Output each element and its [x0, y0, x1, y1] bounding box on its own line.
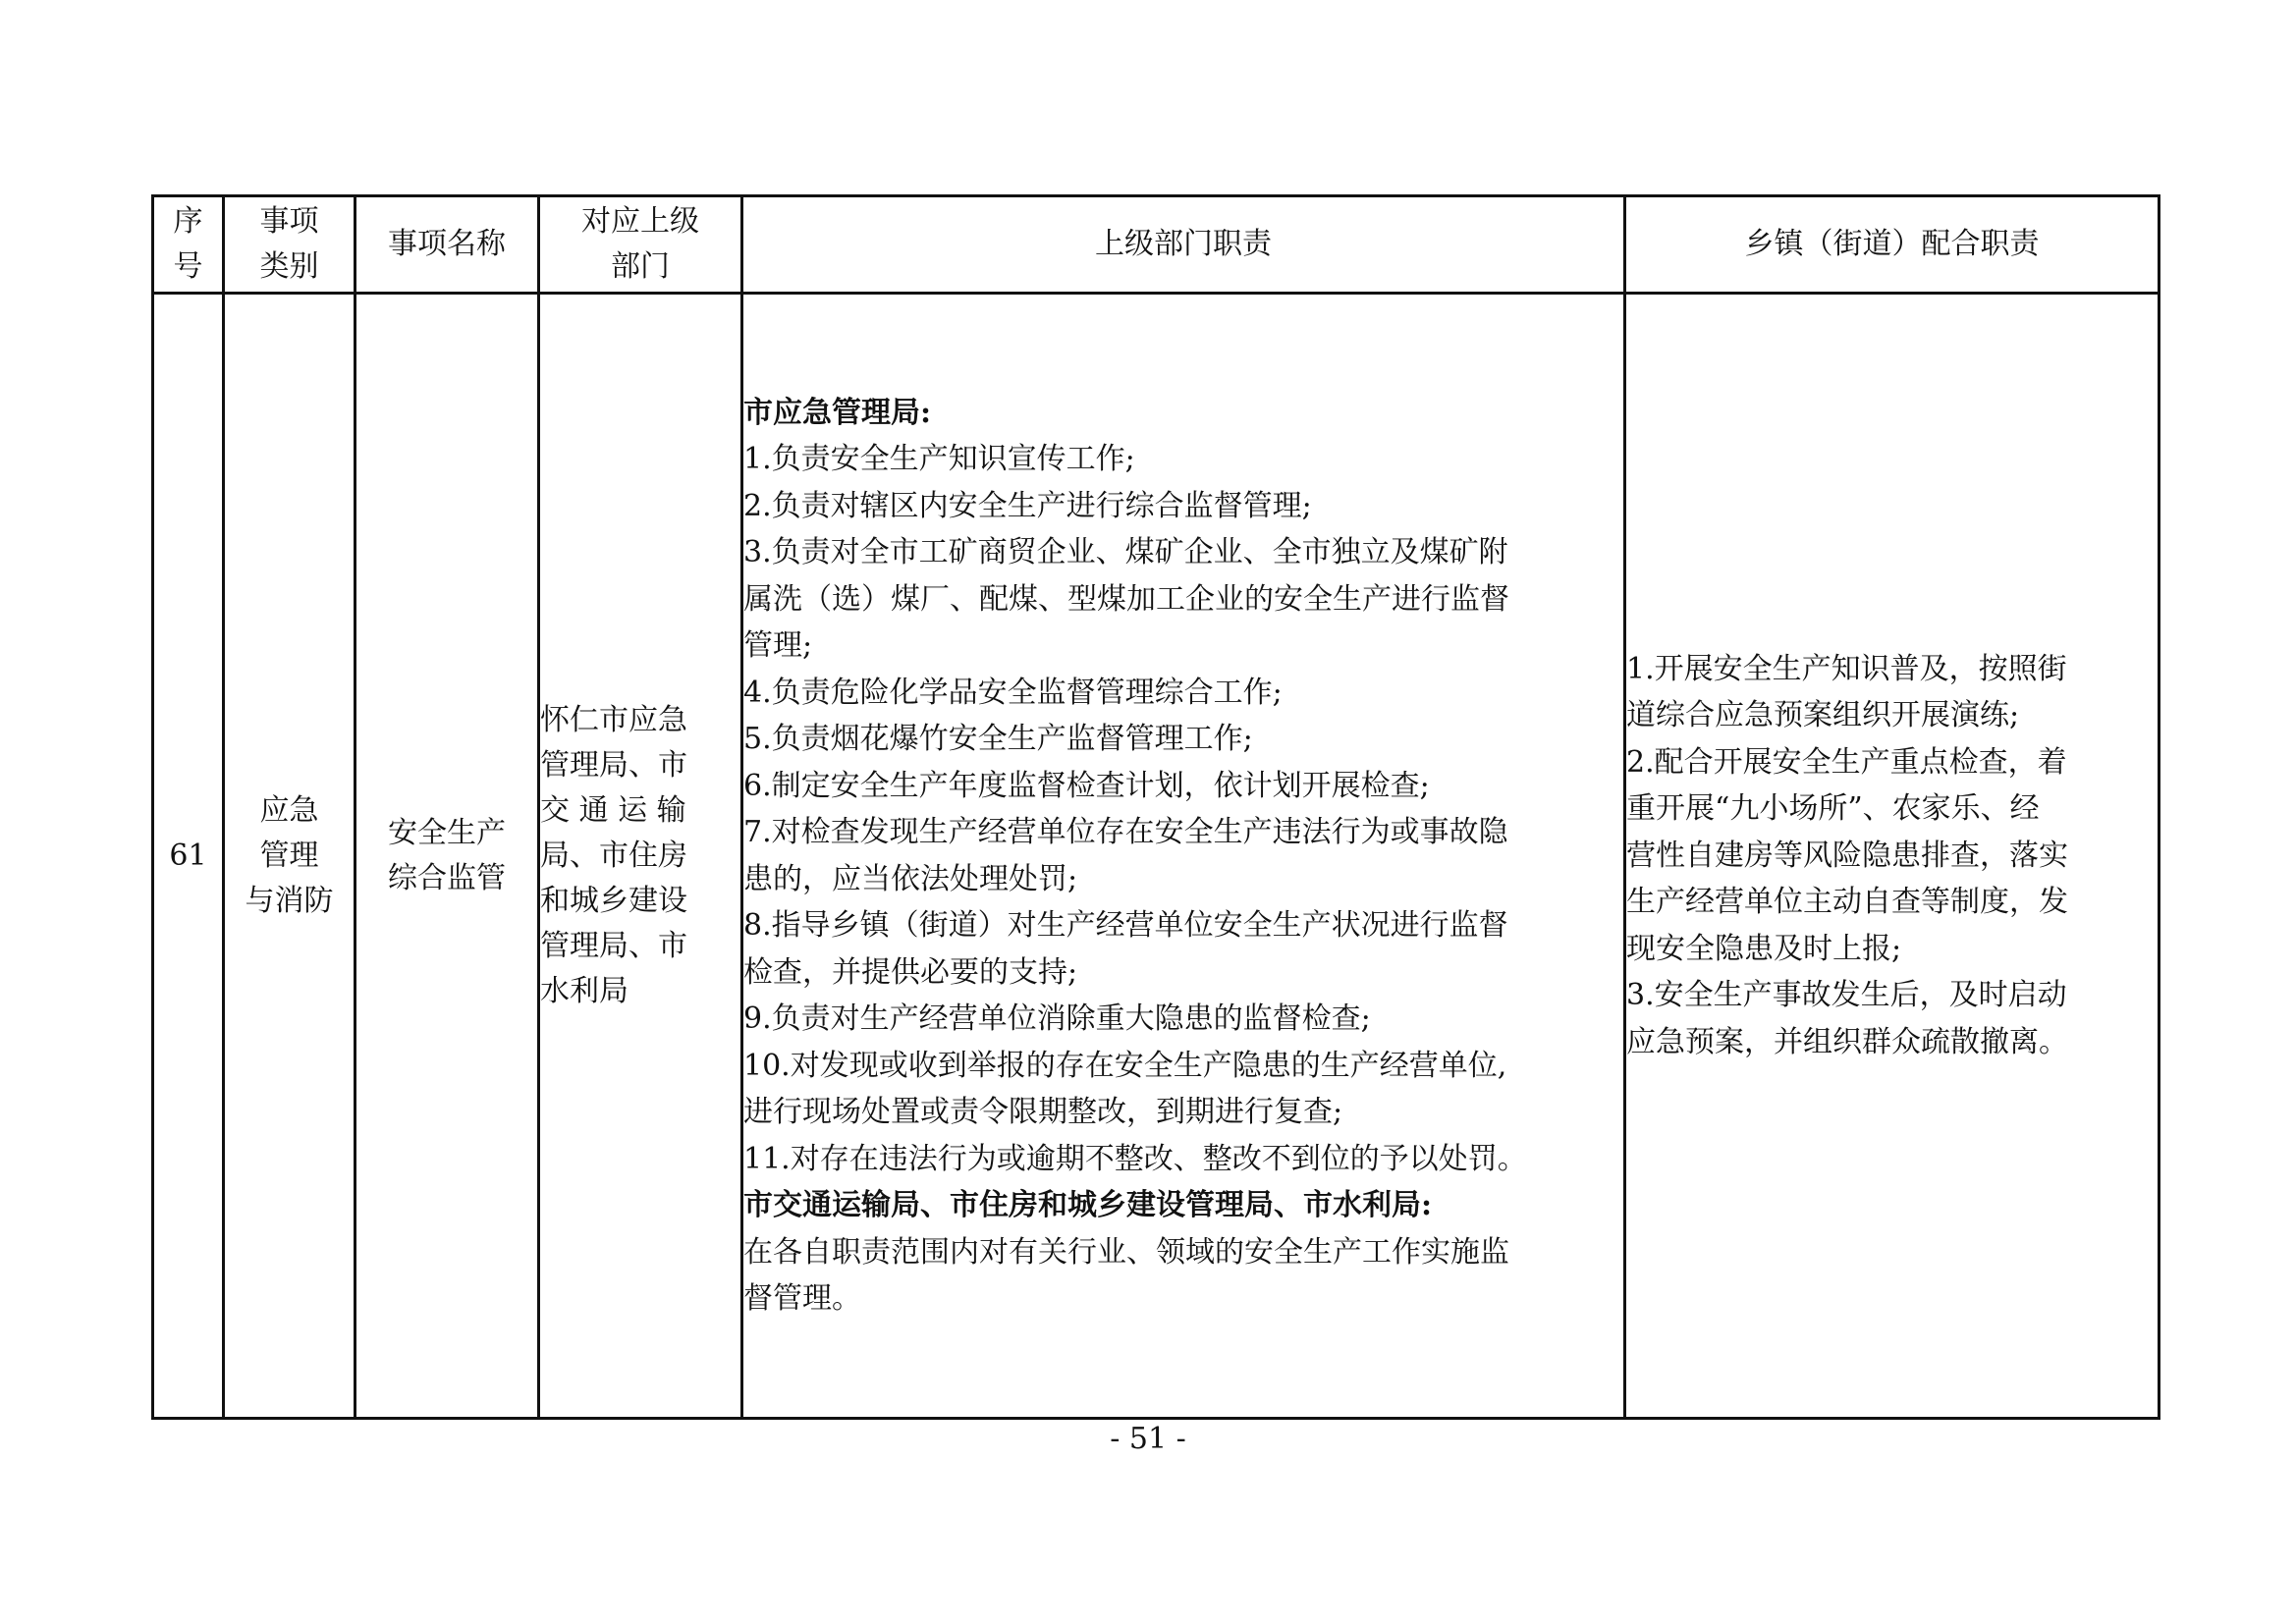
duty-line: 2.负责对辖区内安全生产进行综合监督管理; — [743, 488, 1312, 523]
duty-line: 患的，应当依法处理处罚; — [743, 861, 1078, 896]
coop-line: 营性自建房等风险隐患排查，落实 — [1626, 838, 2068, 873]
duty-line: 在各自职责范围内对有关行业、领域的安全生产工作实施监 — [743, 1234, 1509, 1270]
responsibility-table — [151, 194, 2160, 1420]
duty-line: 7.对检查发现生产经营单位存在安全生产违法行为或事故隐 — [743, 815, 1508, 849]
duty-line: 督管理。 — [743, 1281, 861, 1316]
duty-line: 管理; — [743, 628, 813, 663]
coop-line: 重开展“九小场所”、农家乐、经 — [1626, 791, 2040, 827]
header-superior-dept: 对应上级 部门 — [539, 196, 742, 294]
row-category: 应急 管理 与消防 — [224, 294, 355, 1419]
row-township-duties — [1625, 294, 2159, 1419]
row-superior-dept: 怀仁市应急 管理局、市 交 通 运 输 局、市住房 和城乡建设 管理局、市 水利局 — [539, 294, 742, 1419]
table-row — [153, 294, 2159, 1419]
coop-line: 生产经营单位主动自查等制度，发 — [1626, 885, 2068, 920]
coop-line: 2.配合开展安全生产重点检查，着 — [1626, 744, 2067, 780]
duty-line: 11.对存在违法行为或逾期不整改、整改不到位的予以处罚。 — [743, 1141, 1527, 1176]
page-number: - 51 - — [1110, 1422, 1186, 1456]
coop-line: 应急预案，并组织群众疏散撤离。 — [1626, 1024, 2068, 1059]
row-item-name: 安全生产 综合监管 — [355, 294, 539, 1419]
duty-line: 3.负责对全市工矿商贸企业、煤矿企业、全市独立及煤矿附 — [743, 535, 1508, 569]
duty-line: 10.对发现或收到举报的存在安全生产隐患的生产经营单位, — [743, 1048, 1507, 1083]
duty-line: 8.指导乡镇（街道）对生产经营单位安全生产状况进行监督 — [743, 908, 1508, 943]
header-item-name: 事项名称 — [355, 196, 539, 294]
duty-line: 属洗（选）煤厂、配煤、型煤加工企业的安全生产进行监督 — [743, 581, 1509, 617]
duty-line: 1.负责安全生产知识宣传工作; — [743, 442, 1135, 476]
duty-line: 9.负责对生产经营单位消除重大隐患的监督检查; — [743, 1001, 1371, 1036]
header-seq: 序 号 — [153, 196, 224, 294]
header-category: 事项 类别 — [224, 196, 355, 294]
coop-line: 1.开展安全生产知识普及，按照街 — [1626, 651, 2067, 686]
row-seq: 61 — [153, 294, 224, 1419]
header-row — [153, 196, 2159, 294]
duty-line: 5.负责烟花爆竹安全生产监督管理工作; — [743, 722, 1253, 756]
duty-heading: 市交通运输局、市住房和城乡建设管理局、市水利局: — [743, 1188, 1433, 1222]
duty-line: 6.制定安全生产年度监督检查计划，依计划开展检查; — [743, 768, 1430, 803]
duty-line: 进行现场处置或责令限期整改，到期进行复查; — [743, 1095, 1343, 1129]
coop-line: 现安全隐患及时上报; — [1626, 931, 1902, 966]
coop-line: 3.安全生产事故发生后，及时启动 — [1626, 978, 2067, 1013]
duty-heading: 市应急管理局: — [743, 395, 932, 430]
duty-line: 检查，并提供必要的支持; — [743, 954, 1078, 990]
header-superior-duties: 上级部门职责 — [742, 196, 1625, 294]
row-superior-duties — [742, 294, 1625, 1419]
duty-line: 4.负责危险化学品安全监督管理综合工作; — [743, 675, 1283, 710]
coop-line: 道综合应急预案组织开展演练; — [1626, 698, 2020, 733]
header-township-duties: 乡镇（街道）配合职责 — [1625, 196, 2159, 294]
